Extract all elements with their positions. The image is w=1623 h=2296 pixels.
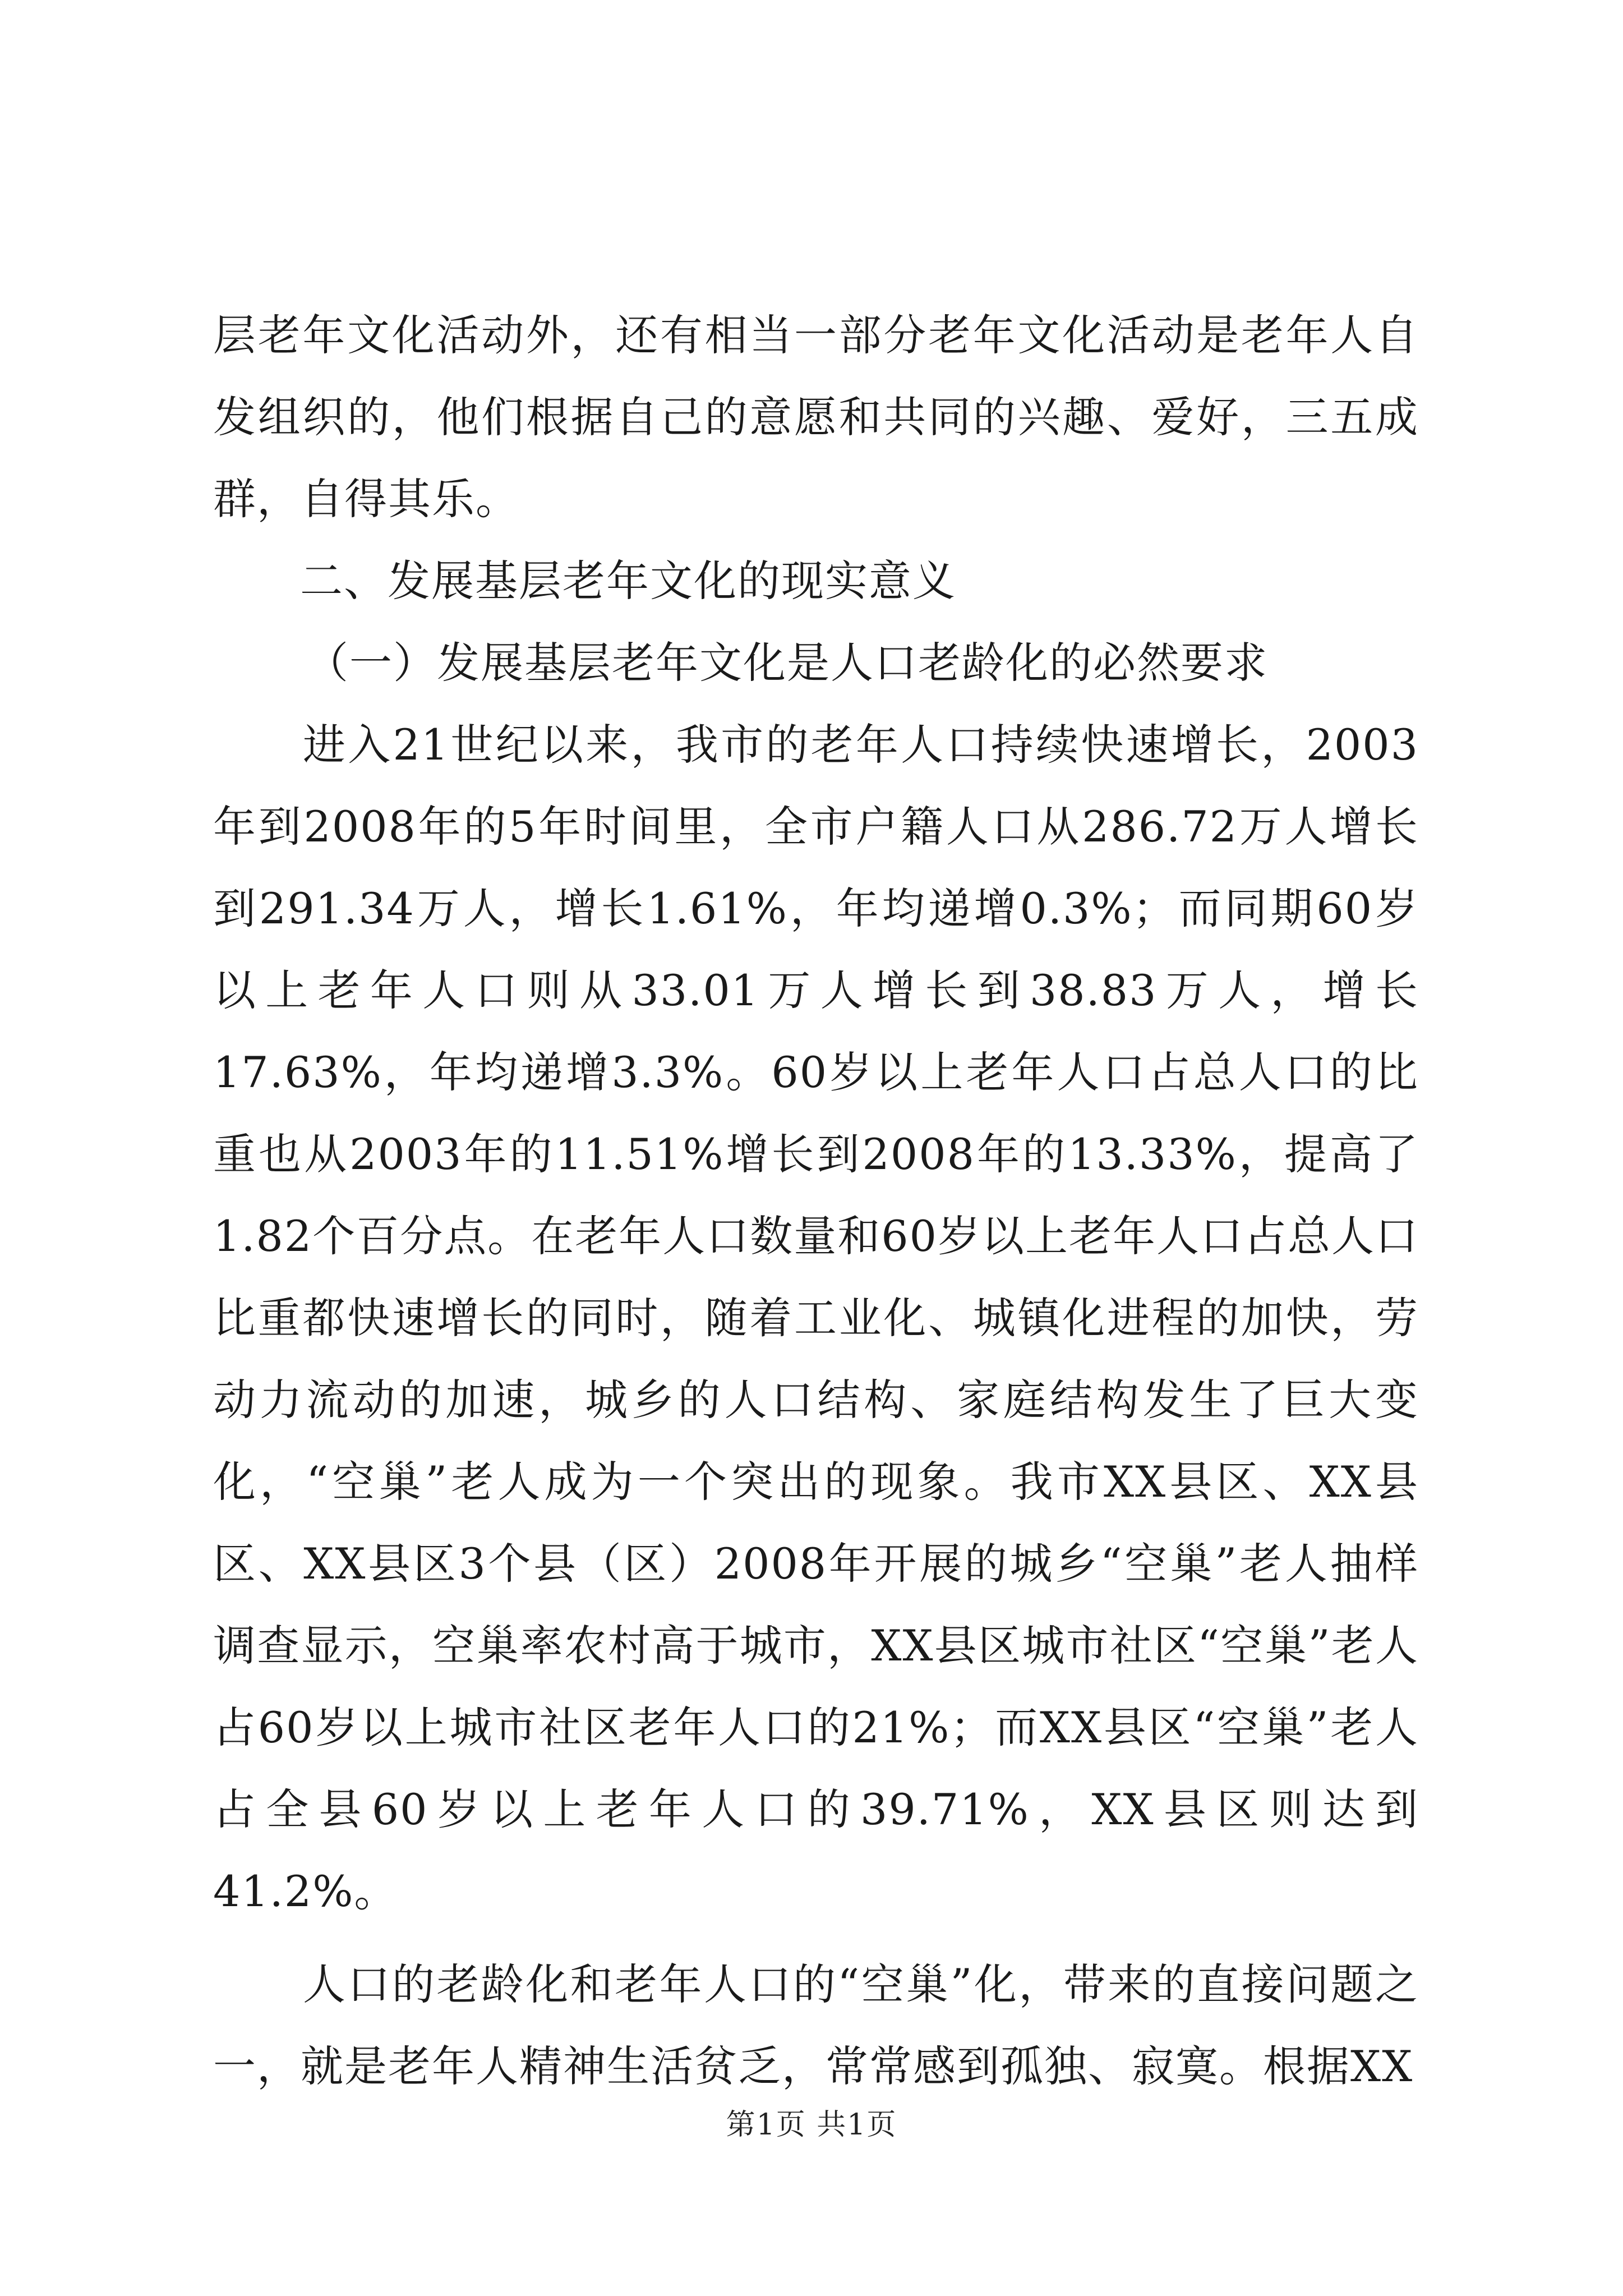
paragraph-body: 进入21世纪以来，我市的老年人口持续快速增长，2003年到2008年的5年时间里，全市户籍人口从286.72万人增长到291.34万人，增长1.61%，年均递增0.3%；而同期60岁以上老年人口则从33.01万人增长到38.83万人，增长17.63%，年均递增3.3%。60岁以上老年人口占总人口的比重也从2003年的11.51%增长到2008年的13.33%，提高了1.82个百分点。在老年人口数量和60岁以上老年人口占总人口比重都快速增长的同时，随着工业化、城镇化进程的加快，劳动力流动的加速，城乡的人口结构、家庭结构发生了巨大变化，“空巢”老人成为一个突出的现象。我市XX县区、XX县区、XX县区3个县（区）2008年开展的城乡“空巢”老人抽样调查显示，空巢率农村高于城市，XX县区城市社区“空巢”老人占60岁以上城市社区老年人口的21%；而XX县区“空巢”老人占全县60岁以上老年人口的39.71%，XX县区则达到41.2%。 bbox=[213, 720, 1419, 1916]
paragraph-continuation: 层老年文化活动外，还有相当一部分老年文化活动是老年人自发组织的，他们根据自己的意愿和共同的兴趣、爱好，三五成群，自得其乐。 bbox=[213, 310, 1419, 524]
section-heading: 二、发展基层老年文化的现实意义 bbox=[300, 556, 956, 606]
page-footer: 第1页 共1页 bbox=[726, 2108, 897, 2142]
paragraph-body: 人口的老龄化和老年人口的“空巢”化，带来的直接问题之一，就是老年人精神生活贫乏，常常感到孤独、寂寞。根据XX bbox=[213, 1959, 1419, 2091]
subsection-heading: （一）发展基层老年文化是人口老龄化的必然要求 bbox=[306, 638, 1268, 688]
document-body bbox=[213, 295, 1419, 2108]
